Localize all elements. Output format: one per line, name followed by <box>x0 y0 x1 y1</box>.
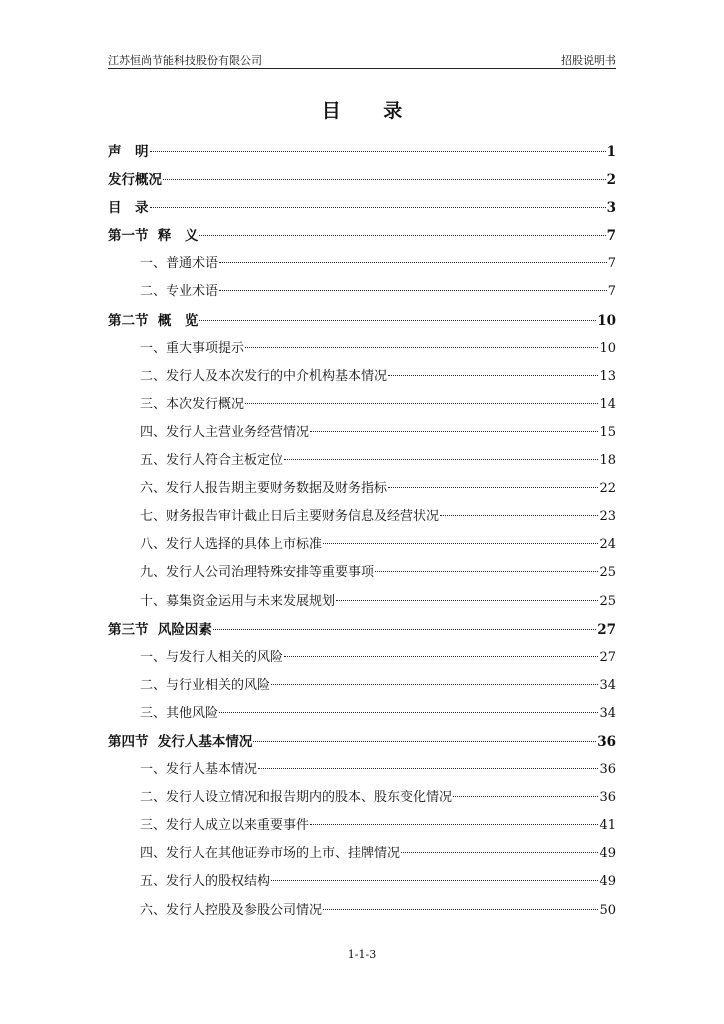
toc-entry[interactable] <box>108 616 616 644</box>
toc-leader-dots <box>219 262 607 263</box>
toc-entry[interactable] <box>108 840 616 868</box>
toc-leader-dots <box>388 375 598 376</box>
toc-entry-label: 声 明 <box>108 144 149 160</box>
page-title: 目 录 <box>321 100 421 122</box>
toc-entry-label: 第四节 发行人基本情况 <box>108 733 253 750</box>
toc-entry-label: 六、发行人报告期主要财务数据及财务指标 <box>140 481 388 497</box>
toc-leader-dots <box>245 403 598 404</box>
toc-entry-label: 第二节 概 览 <box>108 312 199 329</box>
header-doc-type: 招股说明书 <box>561 54 616 67</box>
toc-entry-page: 7 <box>607 256 616 272</box>
toc-entry-page: 34 <box>599 705 616 721</box>
toc-entry-label: 三、本次发行概况 <box>140 396 245 412</box>
toc-entry-page: 24 <box>599 537 616 553</box>
toc-leader-dots <box>271 880 598 881</box>
toc-entry-label: 第三节 风险因素 <box>108 621 212 638</box>
toc-entry-page: 25 <box>599 593 616 609</box>
header-divider <box>108 68 616 69</box>
toc-entry-page: 50 <box>599 902 616 918</box>
toc-entry-page: 7 <box>606 228 616 245</box>
page-header <box>108 50 616 68</box>
toc-entry-label: 五、发行人符合主板定位 <box>140 453 284 469</box>
toc-entry[interactable] <box>108 419 616 447</box>
toc-entry-page: 36 <box>599 762 616 778</box>
toc-entry-label: 十、募集资金运用与未来发展规划 <box>140 593 336 609</box>
toc-entry-label: 七、财务报告审计截止日后主要财务信息及经营状况 <box>140 509 440 525</box>
toc-leader-dots <box>219 712 598 713</box>
header-company: 江苏恒尚节能科技股份有限公司 <box>108 54 262 67</box>
toc-entry-label: 目 录 <box>108 200 149 217</box>
toc-entry-page: 10 <box>597 312 616 329</box>
toc-leader-dots <box>213 629 596 630</box>
toc-entry-page: 14 <box>599 396 616 412</box>
toc-entry[interactable] <box>108 447 616 475</box>
toc-entry[interactable] <box>108 194 616 222</box>
toc-entry-label: 五、发行人的股权结构 <box>140 874 271 890</box>
toc-entry[interactable] <box>108 812 616 840</box>
toc-entry-label: 一、普通术语 <box>140 256 219 272</box>
toc-entry[interactable] <box>108 391 616 419</box>
page-number: 1-1-3 <box>347 948 377 961</box>
toc-leader-dots <box>199 235 605 236</box>
toc-entry-page: 34 <box>599 677 616 693</box>
toc-leader-dots <box>323 909 598 910</box>
toc-entry[interactable] <box>108 166 616 194</box>
toc-entry-page: 23 <box>599 509 616 525</box>
toc-entry-label: 二、发行人设立情况和报告期内的股本、股东变化情况 <box>140 790 453 806</box>
toc-entry-label: 发行概况 <box>108 172 162 189</box>
toc-entry[interactable] <box>108 531 616 559</box>
toc-entry[interactable] <box>108 278 616 306</box>
toc-entry-page: 1 <box>606 144 616 160</box>
toc-leader-dots <box>453 796 598 797</box>
toc-leader-dots <box>375 571 598 572</box>
toc-leader-dots <box>245 347 598 348</box>
toc-entry-page: 22 <box>599 481 616 497</box>
toc-entry-page: 27 <box>597 621 616 638</box>
toc-entry-label: 六、发行人控股及参股公司情况 <box>140 902 323 918</box>
toc-entry-label: 三、发行人成立以来重要事件 <box>140 818 310 834</box>
toc-entry[interactable] <box>108 138 616 166</box>
toc-leader-dots <box>253 741 596 742</box>
toc-leader-dots <box>150 207 606 208</box>
toc-leader-dots <box>219 290 607 291</box>
toc-entry-page: 2 <box>606 172 616 189</box>
toc-leader-dots <box>150 151 606 152</box>
table-of-contents <box>108 138 616 925</box>
toc-entry[interactable] <box>108 363 616 391</box>
toc-entry[interactable] <box>108 588 616 616</box>
toc-entry-page: 41 <box>599 818 616 834</box>
toc-entry-page: 36 <box>597 733 616 750</box>
toc-entry-page: 3 <box>606 200 616 217</box>
toc-entry-label: 四、发行人在其他证券市场的上市、挂牌情况 <box>140 846 401 862</box>
toc-entry[interactable] <box>108 335 616 363</box>
toc-entry-label: 三、其他风险 <box>140 705 219 721</box>
toc-entry-page: 36 <box>599 790 616 806</box>
toc-entry[interactable] <box>108 475 616 503</box>
toc-entry[interactable] <box>108 728 616 756</box>
toc-entry[interactable] <box>108 784 616 812</box>
toc-entry-label: 二、专业术语 <box>140 284 219 300</box>
toc-leader-dots <box>310 431 598 432</box>
toc-entry[interactable] <box>108 644 616 672</box>
toc-entry-label: 一、发行人基本情况 <box>140 762 258 778</box>
toc-entry-label: 一、重大事项提示 <box>140 340 245 356</box>
toc-entry-page: 49 <box>599 874 616 890</box>
toc-entry[interactable] <box>108 897 616 925</box>
toc-leader-dots <box>310 824 598 825</box>
toc-entry-page: 7 <box>607 284 616 300</box>
toc-leader-dots <box>163 179 606 180</box>
toc-leader-dots <box>199 320 596 321</box>
toc-leader-dots <box>401 852 598 853</box>
toc-entry[interactable] <box>108 503 616 531</box>
toc-entry-label: 第一节 释 义 <box>108 228 199 245</box>
toc-entry-page: 18 <box>599 453 616 469</box>
toc-entry-label: 八、发行人选择的具体上市标准 <box>140 537 323 553</box>
toc-entry[interactable] <box>108 222 616 250</box>
toc-leader-dots <box>323 543 598 544</box>
toc-entry[interactable] <box>108 672 616 700</box>
toc-leader-dots <box>284 656 598 657</box>
toc-leader-dots <box>271 684 598 685</box>
toc-entry-label: 二、发行人及本次发行的中介机构基本情况 <box>140 368 388 384</box>
toc-leader-dots <box>388 487 598 488</box>
toc-entry[interactable] <box>108 756 616 784</box>
toc-entry-label: 一、与发行人相关的风险 <box>140 649 284 665</box>
toc-leader-dots <box>284 459 598 460</box>
toc-entry[interactable] <box>108 250 616 278</box>
toc-leader-dots <box>258 768 598 769</box>
toc-entry[interactable] <box>108 868 616 896</box>
toc-entry-page: 27 <box>599 649 616 665</box>
toc-entry-page: 13 <box>599 368 616 384</box>
toc-entry-label: 四、发行人主营业务经营情况 <box>140 424 310 440</box>
toc-entry[interactable] <box>108 700 616 728</box>
toc-entry-page: 15 <box>599 424 616 440</box>
toc-entry-label: 九、发行人公司治理特殊安排等重要事项 <box>140 565 375 581</box>
toc-entry-page: 49 <box>599 846 616 862</box>
toc-entry-page: 10 <box>599 340 616 356</box>
toc-entry[interactable] <box>108 559 616 587</box>
toc-entry-page: 25 <box>599 565 616 581</box>
toc-leader-dots <box>440 515 598 516</box>
toc-entry-label: 二、与行业相关的风险 <box>140 677 271 693</box>
toc-leader-dots <box>336 600 598 601</box>
toc-entry[interactable] <box>108 307 616 335</box>
